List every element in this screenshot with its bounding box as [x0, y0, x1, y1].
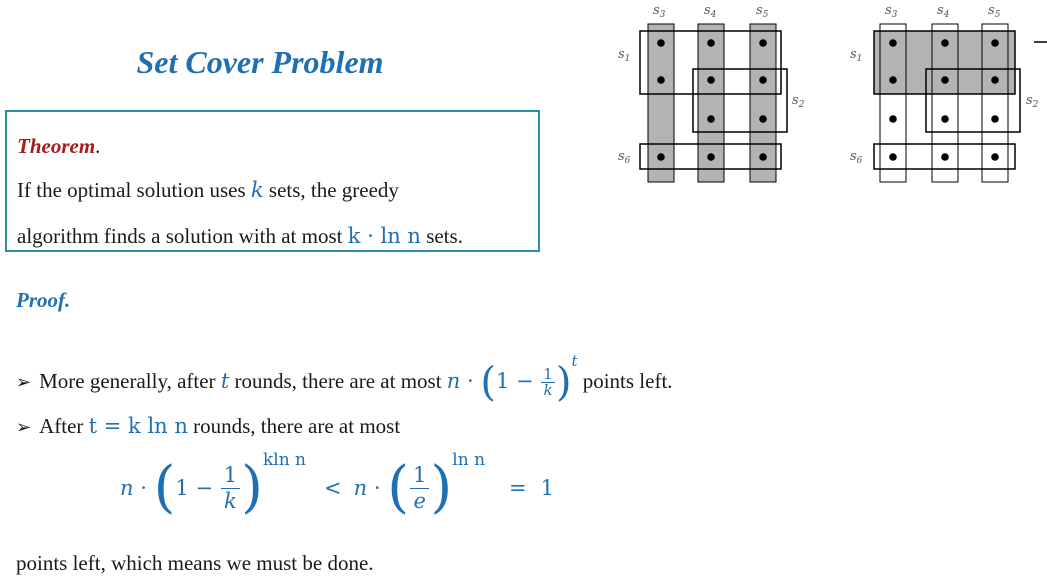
page-title: Set Cover Problem	[136, 44, 384, 80]
bullet-1: ➢ More generally, after t rounds, there are at most n · (1 − $\frac{1}{k}$ )$^t$ points left.	[16, 352, 673, 406]
theorem-bound: k · ln n	[347, 224, 421, 248]
set-cover-diagram-right	[842, 0, 1047, 195]
proof-label: Proof.	[16, 288, 71, 312]
label-s3: $s_3$	[885, 3, 898, 20]
label-s5: $s_5$	[988, 3, 1001, 20]
label-s6: $s_6$	[850, 149, 863, 166]
bullet-2: ➢ After t = k ln n rounds, there are at most	[16, 414, 401, 438]
label-s1: $s_1$	[618, 47, 631, 64]
bullet2-formula: t = k ln n	[88, 414, 188, 438]
label-s1: $s_1$	[850, 47, 863, 64]
label-s4: $s_4$	[937, 3, 950, 20]
label-s5: $s_5$	[756, 3, 769, 20]
main-inequality: n · ( 1 − $\frac{1}{k}$ ) kln n < n · ( $\frac{1}{e}$ ) ln n = 1	[120, 450, 555, 520]
label-s2: $s_2$	[1026, 93, 1039, 110]
label-s2: $s_2$	[792, 93, 805, 110]
set-cover-diagram-left	[610, 0, 810, 195]
theorem-heading: Theorem.	[17, 134, 101, 158]
label-s4: $s_4$	[704, 3, 717, 20]
label-s6: $s_6$	[618, 149, 631, 166]
arrow-bullet-icon: ➢	[16, 372, 32, 392]
conclusion-text: points left, which means we must be done.	[16, 551, 374, 575]
theorem-label: Theorem	[17, 134, 96, 158]
theorem-box	[5, 110, 540, 252]
label-s3: $s_3$	[653, 3, 666, 20]
theorem-line-1: If the optimal solution uses k sets, the greedy	[17, 178, 399, 202]
theorem-line-2: algorithm finds a solution with at most k · ln n sets.	[17, 224, 463, 248]
arrow-bullet-icon: ➢	[16, 417, 32, 437]
bullet1-formula: n · (1 − $\frac{1}{k}$ )$^t$	[446, 352, 578, 406]
